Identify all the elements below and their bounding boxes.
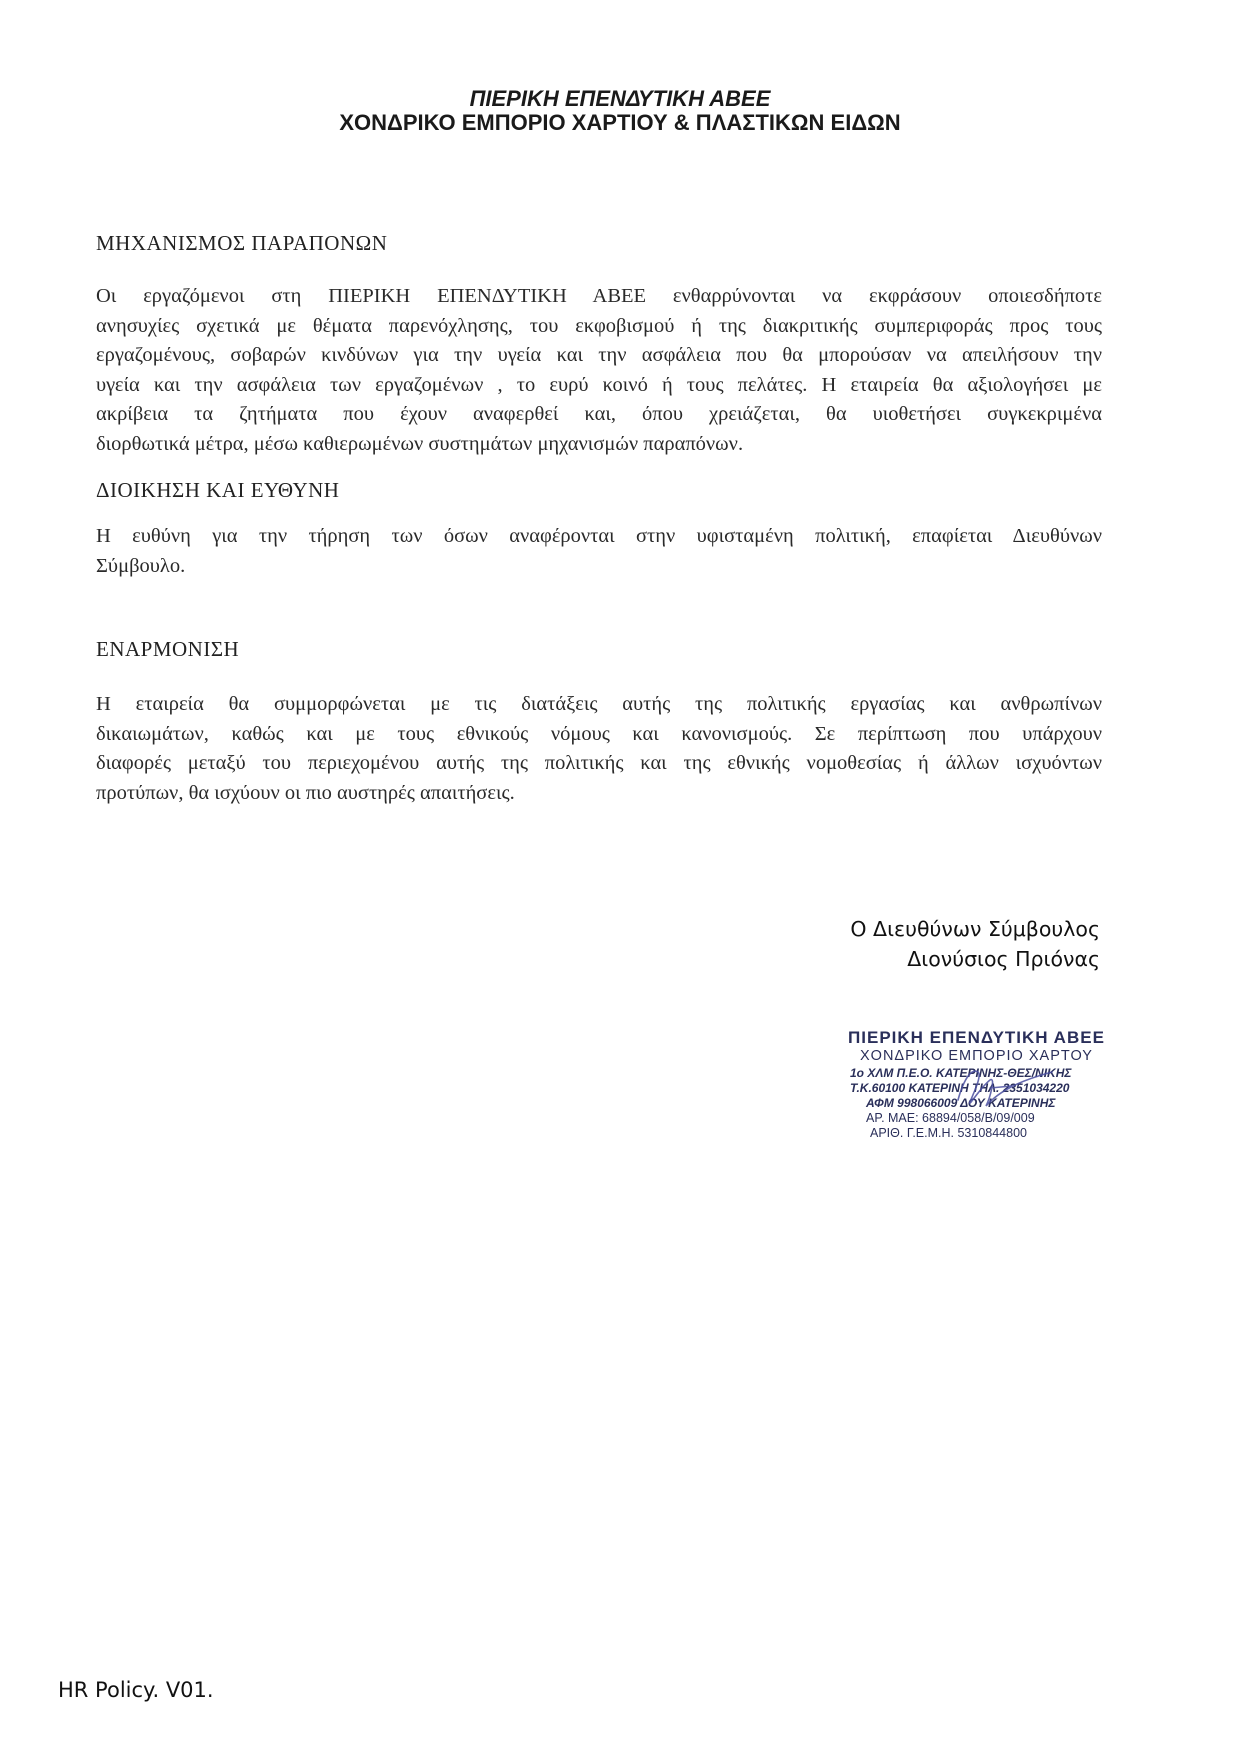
stamp-line: Τ.Κ.60100 ΚΑΤΕΡΙΝΗ ΤΗΛ. 2351034220: [850, 1081, 1070, 1095]
paragraph-line: Η εταιρεία θα συμμορφώνεται με τις διατάξεις αυτής της πολιτικής εργασίας και ανθρωπίνων: [96, 693, 1102, 715]
paragraph-line: προτύπων, θα ισχύουν οι πιο αυστηρές απαιτήσεις.: [96, 781, 515, 804]
handwritten-signature-icon: [840, 1028, 1130, 1148]
paragraph-line: ανησυχίες σχετικά με θέματα παρενόχλησης, του εκφοβισμού ή της διακριτικής συμπεριφοράς προς τους: [96, 314, 1102, 337]
stamp-line: ΑΡ. ΜΑΕ: 68894/058/Β/09/009: [866, 1111, 1035, 1125]
stamp-line: 1ο ΧΛΜ Π.Ε.Ο. ΚΑΤΕΡΙΝΗΣ-ΘΕΣ/ΝΙΚΗΣ: [850, 1066, 1072, 1080]
paragraph-line: διαφορές μεταξύ του περιεχομένου αυτής της πολιτικής και της εθνικής νομοθεσίας ή άλλων ισχυόντων: [96, 752, 1102, 775]
section-body-management: [96, 522, 1102, 581]
section-body-harmonization: [96, 690, 1102, 808]
signatory-role: Ο Διευθύνων Σύμβουλος: [850, 917, 1100, 941]
signatory-name: Διονύσιος Πριόνας: [907, 947, 1100, 971]
paragraph-line: Σύμβουλο.: [96, 554, 186, 577]
paragraph-line: Η ευθύνη για την τήρηση των όσων αναφέρονται στην υφισταμένη πολιτική, επαφίεται Διευθύνων: [96, 525, 1102, 547]
stamp-line: ΑΡΙΘ. Γ.Ε.Μ.Η. 5310844800: [870, 1126, 1027, 1140]
document-version: HR Policy. V01.: [58, 1678, 214, 1702]
stamp-line: ΠΙΕΡΙΚΗ ΕΠΕΝΔΥΤΙΚΗ ΑΒΕΕ: [848, 1028, 1105, 1047]
paragraph-line: ακρίβεια τα ζητήματα που έχουν αναφερθεί και, όπου χρειάζεται, θα υιοθετήσει συγκεκριμένα: [96, 403, 1102, 426]
paragraph-line: εργαζομένους, σοβαρών κινδύνων για την υγεία και την ασφάλεια που θα μπορούσαν να απειλήσουν την: [96, 344, 1102, 367]
section-title-management: ΔΙΟΙΚΗΣΗ ΚΑΙ ΕΥΘΥΝΗ: [96, 478, 340, 502]
section-body-complaints: [96, 282, 1102, 460]
section-title-harmonization: ΕΝΑΡΜΟΝΙΣΗ: [96, 637, 240, 661]
paragraph-line: δικαιωμάτων, καθώς και με τους εθνικούς νόμους και κανονισμούς. Σε περίπτωση που υπάρχουν: [96, 722, 1102, 745]
section-title-complaints: ΜΗΧΑΝΙΣΜΟΣ ΠΑΡΑΠΟΝΩΝ: [96, 231, 388, 255]
company-stamp: [840, 1028, 1130, 1148]
company-subtitle: ΧΟΝΔΡΙΚΟ ΕΜΠΟΡΙΟ ΧΑΡΤΙΟΥ & ΠΛΑΣΤΙΚΩΝ ΕΙΔΩΝ: [339, 110, 901, 135]
company-name: ΠΙΕΡΙΚΗ ΕΠΕΝΔΥΤΙΚΗ ΑΒΕΕ: [469, 86, 771, 111]
stamp-line: ΑΦΜ 998066009 ΔΟΥ ΚΑΤΕΡΙΝΗΣ: [866, 1096, 1056, 1110]
paragraph-line: διορθωτικά μέτρα, μέσω καθιερωμένων συστημάτων μηχανισμών παραπόνων.: [96, 432, 744, 455]
paragraph-line: Οι εργαζόμενοι στη ΠΙΕΡΙΚΗ ΕΠΕΝΔΥΤΙΚΗ ΑΒΕΕ ενθαρρύνονται να εκφράσουν οποιεσδήποτε: [96, 285, 1102, 307]
stamp-line: ΧΟΝΔΡΙΚΟ ΕΜΠΟΡΙΟ ΧΑΡΤΟΥ: [860, 1048, 1093, 1064]
paragraph-line: υγεία και την ασφάλεια των εργαζομένων , το ευρύ κοινό ή τους πελάτες. Η εταιρεία θα αξιολογήσει με: [96, 373, 1102, 396]
